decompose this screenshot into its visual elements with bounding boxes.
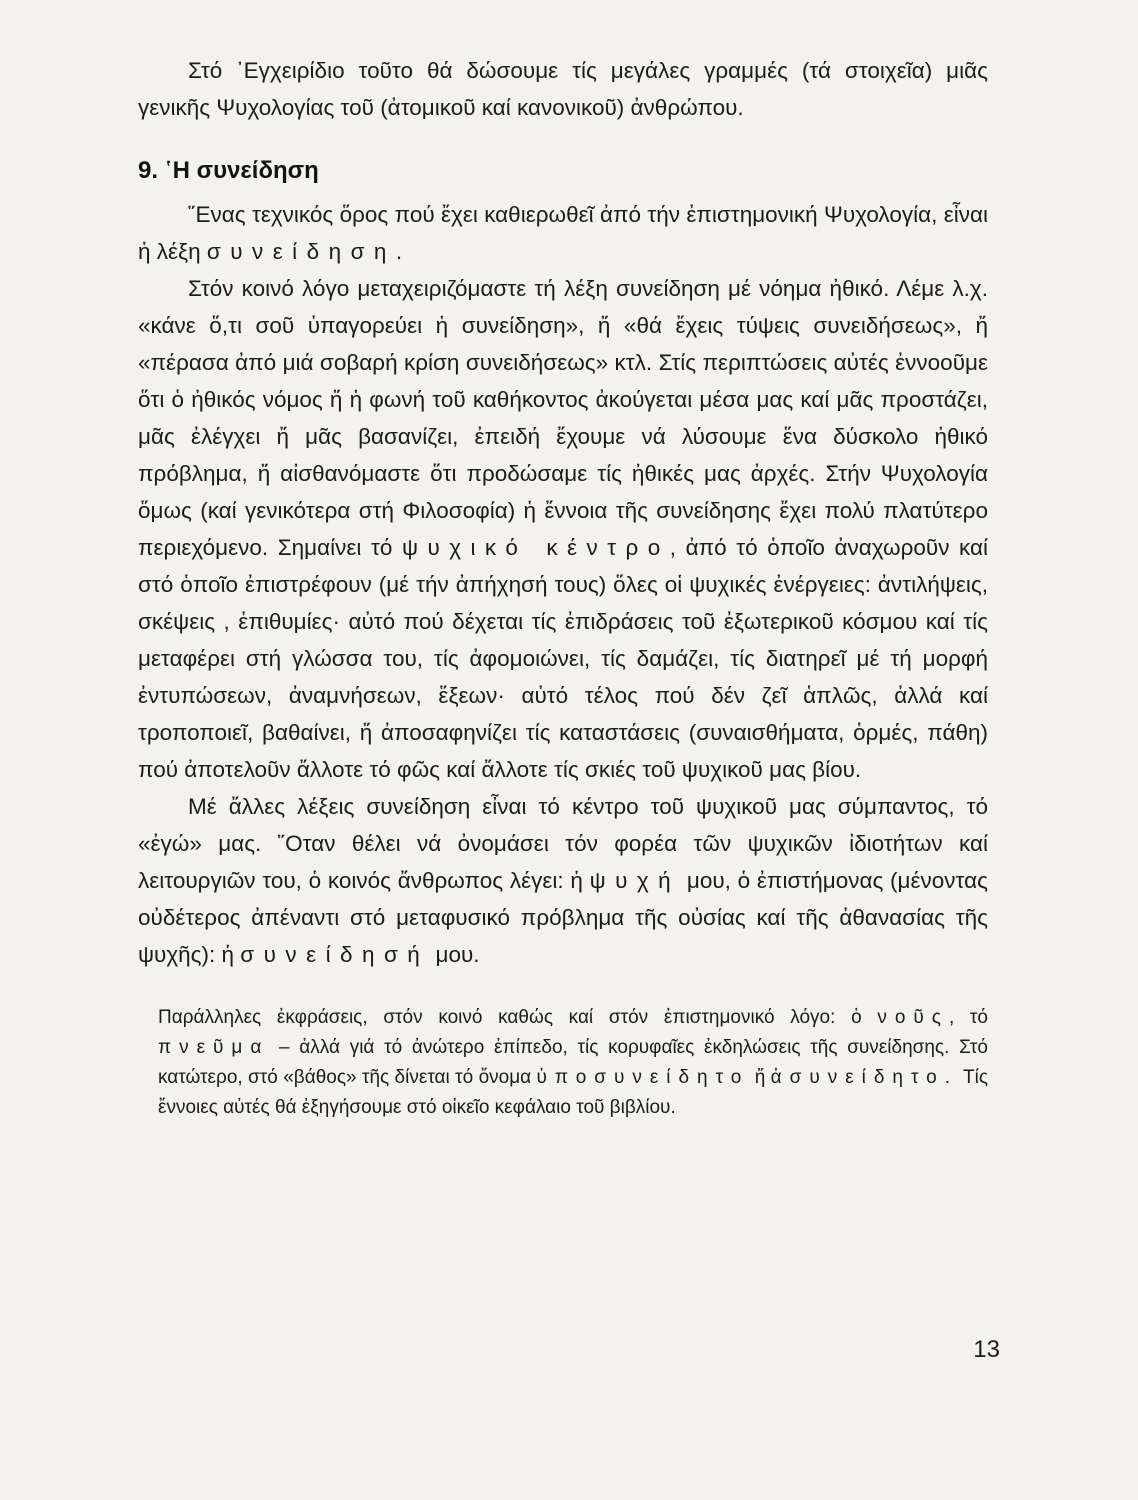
footnote-paragraph: [158, 1003, 988, 1123]
term-psychiko-kentro: ψυχικό κέντρο: [401, 535, 670, 560]
common-usage-paragraph: [138, 270, 988, 788]
term-pneuma: πνεῦμα: [158, 1037, 270, 1058]
term-syneidisi-mou: συνείδησή: [240, 942, 430, 967]
page-content: [138, 52, 988, 1123]
intro-text: Στό ᾽Εγχειρίδιο τοῦτο θά δώσουμε τίς μεγάλες γραμμές (τά στοιχεῖα) μιᾶς γενικῆς Ψυχολογίας τοῦ (ἀτομικοῦ καί κανονικοῦ) ἀνθρώπου.: [138, 58, 988, 120]
term-syneidisi: συνείδηση.: [206, 239, 412, 264]
footnote-text-b: , τό: [948, 1007, 988, 1028]
term-nous: νοῦς: [877, 1007, 949, 1028]
footnote-text-d: ἤ: [749, 1067, 766, 1088]
term-psychi: ψυχή: [589, 868, 681, 893]
common-usage-text-b: , ἀπό τό ὁποῖο ἀναχωροῦν καί στό ὁποῖο ἐπιστρέφουν (μέ τήν ἀπήχησή τους) ὅλες οἱ ψυχικές ἐνέργειες: ἀντιλήψεις, σκέψεις , ἐπιθυμίες· αὐτό πού δέχεται τίς ἐπιδράσεις τοῦ ἐξωτερικοῦ κόσμου καί τίς μεταφέρει στή γλώσσα του, τίς ἀφομοιώνει, τίς δαμάζει, τίς διατηρεῖ μέ τή μορφή ἐντυπώσεων, ἀναμνήσεων, ἕξεων· αὐτό τέλος πού δέν ζεῖ ἁπλῶς, ἀλλά καί τροποποιεῖ, βαθαίνει, ἤ ἀποσαφηνίζει τίς καταστάσεις (συναισθήματα, ὁρμές, πάθη) πού ἀποτελοῦν ἄλλοτε τό φῶς καί ἄλλοτε τίς σκιές τοῦ ψυχικοῦ μας βίου.: [138, 535, 989, 782]
page-number: 13: [973, 1336, 1000, 1363]
footnote-text-a: Παράλληλες ἐκφράσεις, στόν κοινό καθώς καί στόν ἐπιστημονικό λόγο: ὁ: [158, 1007, 862, 1028]
section-heading: 9. ῾Η συνείδηση: [138, 157, 319, 184]
ego-text-a: Μέ ἄλλες λέξεις συνείδηση εἶναι τό κέντρο τοῦ ψυχικοῦ μας σύμπαντος, τό «ἐγώ» μας. ῞Οταν θέλει νά ὀνομάσει τόν φορέα τῶν ψυχικῶν ἰδιοτήτων καί λειτουργιῶν του, ὁ κοινός ἄνθρωπος λέγει: ἡ: [138, 794, 988, 893]
definition-text: ῞Ενας τεχνικός ὅρος πού ἔχει καθιερωθεῖ ἀπό τήν ἐπιστημονική Ψυχολογία, εἶναι ἡ λέξη: [138, 202, 988, 264]
footnote-text-c: – ἀλλά γιά τό ἀνώτερο ἐπίπεδο, τίς κορυφαῖες ἐκδηλώσεις τῆς συνείδησης. Στό κατώτερο, στό «βάθος» τῆς δίνεται τό ὄνομα: [158, 1037, 988, 1088]
ego-paragraph: [138, 788, 988, 973]
term-asyneidito: ἀσυνείδητο.: [770, 1067, 958, 1088]
footnote-text-e: Τίς ἔννοιες αὐτές θά ἐξηγήσουμε στό οἰκεῖο κεφάλαιο τοῦ βιβλίου.: [158, 1067, 988, 1118]
ego-text-b: μου, ὁ ἐπιστήμονας (μένοντας οὐδέτερος ἀπέναντι στό μεταφυσικό πρόβλημα τῆς οὐσίας καί τῆς ἀθανασίας τῆς ψυχῆς): ἡ: [138, 868, 988, 967]
intro-paragraph: [138, 52, 988, 126]
ego-text-c: μου.: [429, 942, 480, 967]
common-usage-text-a: Στόν κοινό λόγο μεταχειριζόμαστε τή λέξη συνείδηση μέ νόημα ἠθικό. Λέμε λ.χ. «κάνε ὅ,τι σοῦ ὑπαγορεύει ἡ συνείδηση», ἤ «θά ἔχεις τύψεις συνειδήσεως», ἤ «πέρασα ἀπό μιά σοβαρή κρίση συνειδήσεως» κτλ. Στίς περιπτώσεις αὐτές ἐννοοῦμε ὅτι ὁ ἠθικός νόμος ἤ ἡ φωνή τοῦ καθήκοντος ἀκούγεται μέσα μας καί μᾶς προστάζει, μᾶς ἐλέγχει ἤ μᾶς βασανίζει, ἐπειδή ἔχουμε νά λύσουμε ἕνα δύσκολο ἠθικό πρόβλημα, ἤ αἰσθανόμαστε ὅτι προδώσαμε τίς ἠθικές μας ἀρχές. Στήν Ψυχολογία ὅμως (καί γενικότερα στή Φιλοσοφία) ἡ ἔννοια τῆς συνείδησης ἔχει πολύ πλατύτερο περιεχόμενο. Σημαίνει τό: [138, 276, 988, 560]
definition-paragraph: [138, 196, 988, 270]
term-yposyneidito: ὑποσυνείδητο: [536, 1067, 750, 1088]
